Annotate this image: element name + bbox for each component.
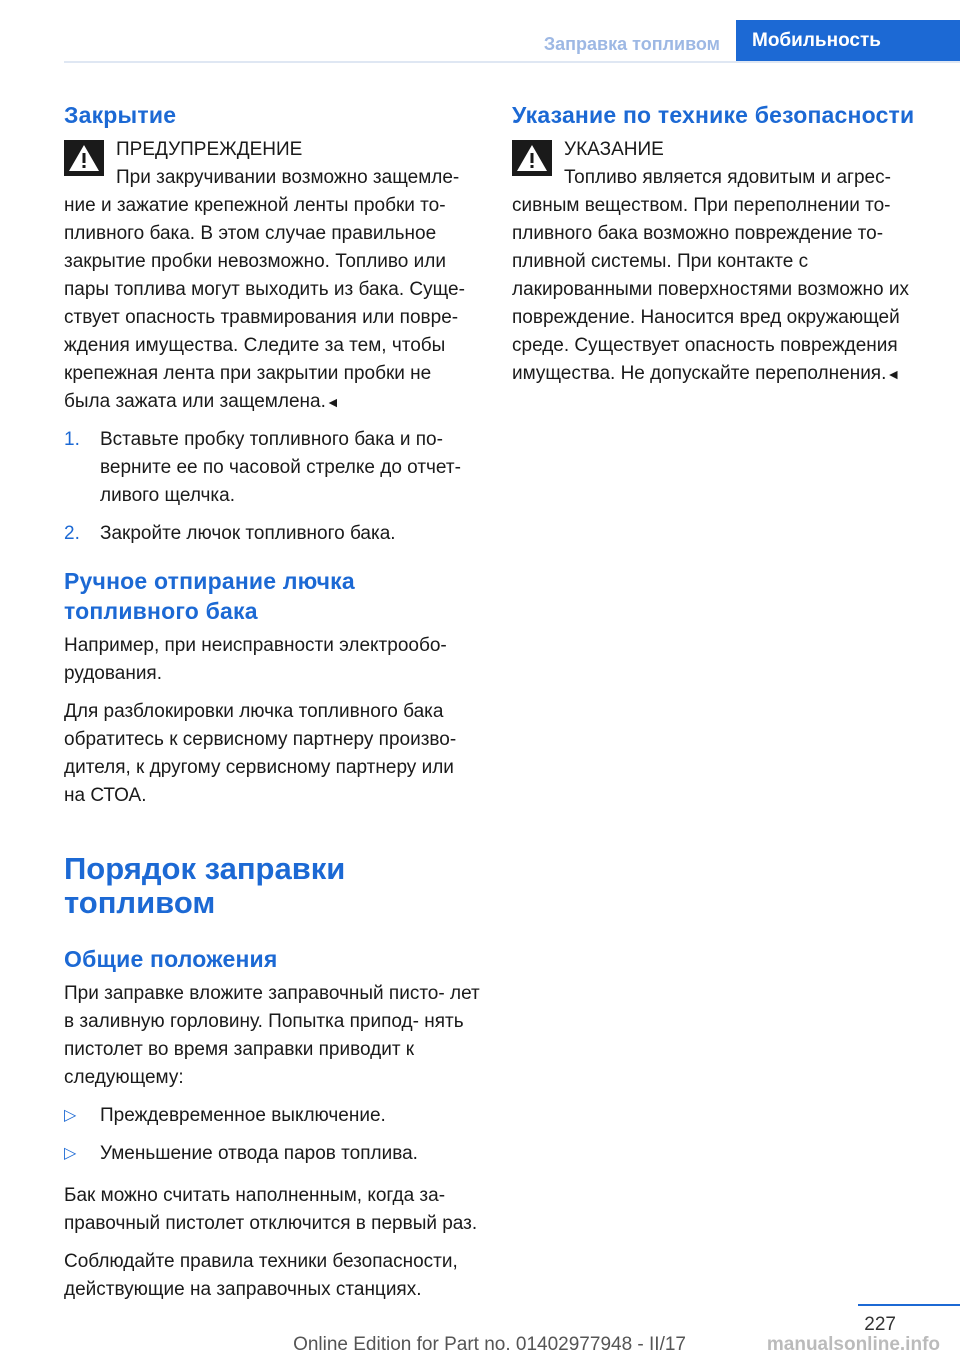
list-item — [64, 520, 480, 548]
refuel-main-heading: Порядок заправки топливом — [64, 851, 346, 920]
safety-heading: Указание по технике безопасности — [512, 102, 915, 128]
warning-text: При закручивании возможно защемле- ние и зажатие крепежной ленты пробки то- пливного бака. В этом случае правильное закрытие пробки невозможно. Топливо или пары топлива могут выходить из бака. Суще- ствует опасность травмирования или повре- ждения имущества. Следите за тем, чтобы крепежная лента при закрытии пробки не была зажата или защемлена. — [64, 167, 465, 412]
refuel-bullets — [64, 1102, 480, 1168]
list-item — [64, 1140, 480, 1168]
right-column — [512, 100, 924, 398]
bullet-text: Преждевременное выключение. — [100, 1105, 386, 1126]
warning-triangle-icon — [64, 140, 104, 176]
watermark: manualsonline.info — [766, 1334, 940, 1355]
header-chapter-tab — [736, 20, 960, 62]
manual-unlock-p1: Например, при неисправности электрообо- рудования. — [64, 635, 447, 684]
refuel-p2: Бак можно считать наполненным, когда за- правочный пистолет отключится в первый раз. — [64, 1185, 478, 1234]
list-item — [64, 426, 480, 510]
manual-unlock-p2: Для разблокировки лючка топливного бака обратитесь к сервисному партнеру произво- дителя, к другому сервисному партнеру или на СТОА. — [64, 701, 457, 806]
edition-note: Online Edition for Part no. 01402977948 - II/17 — [293, 1334, 686, 1355]
end-mark: ◄ — [886, 366, 901, 382]
warning-block — [64, 136, 480, 416]
triangle-bullet-icon: ▷ — [64, 1145, 77, 1162]
header-chapter-label: Мобильность — [752, 30, 881, 51]
step-text: Закройте лючок топливного бака. — [100, 523, 396, 544]
notice-text: Топливо является ядовитым и агрес- сивным веществом. При переполнении то- пливного бака возможно повреждение то- пливной системы. При контакте с лакированными поверхностями возможно их повреждение. Наносится вред окружающей среде. Существует опасность повреждения имущества. Не допускайте переполнения. — [512, 167, 909, 384]
end-mark: ◄ — [325, 394, 340, 410]
notice-block — [512, 136, 924, 388]
left-column — [64, 100, 480, 1314]
warning-triangle-icon — [512, 140, 552, 176]
footer-divider — [858, 1304, 960, 1306]
triangle-bullet-icon: ▷ — [64, 1107, 77, 1124]
step-number: 2. — [64, 523, 80, 544]
refuel-p1: При заправке вложите заправочный писто- лет в заливную горловину. Попытка припод- нять пистолет во время заправки приводит к следующему: — [64, 983, 480, 1088]
header-section-title: Заправка топливом — [543, 34, 720, 54]
closing-heading: Закрытие — [64, 102, 177, 128]
closing-steps — [64, 426, 480, 548]
page-number: 227 — [864, 1314, 896, 1335]
notice-label: УКАЗАНИЕ — [564, 139, 664, 160]
bullet-text: Уменьшение отвода паров топлива. — [100, 1143, 418, 1164]
step-text: Вставьте пробку топливного бака и по- верните ее по часовой стрелке до отчет- ливого щелчка. — [100, 429, 461, 506]
warning-label: ПРЕДУПРЕЖДЕНИЕ — [116, 139, 303, 160]
refuel-p3: Соблюдайте правила техники безопасности, действующие на заправочных станциях. — [64, 1251, 458, 1300]
general-heading: Общие положения — [64, 946, 278, 972]
list-item — [64, 1102, 480, 1130]
header-divider — [64, 61, 960, 63]
manual-unlock-heading: Ручное отпирание лючка топливного бака — [64, 568, 355, 624]
step-number: 1. — [64, 429, 80, 450]
